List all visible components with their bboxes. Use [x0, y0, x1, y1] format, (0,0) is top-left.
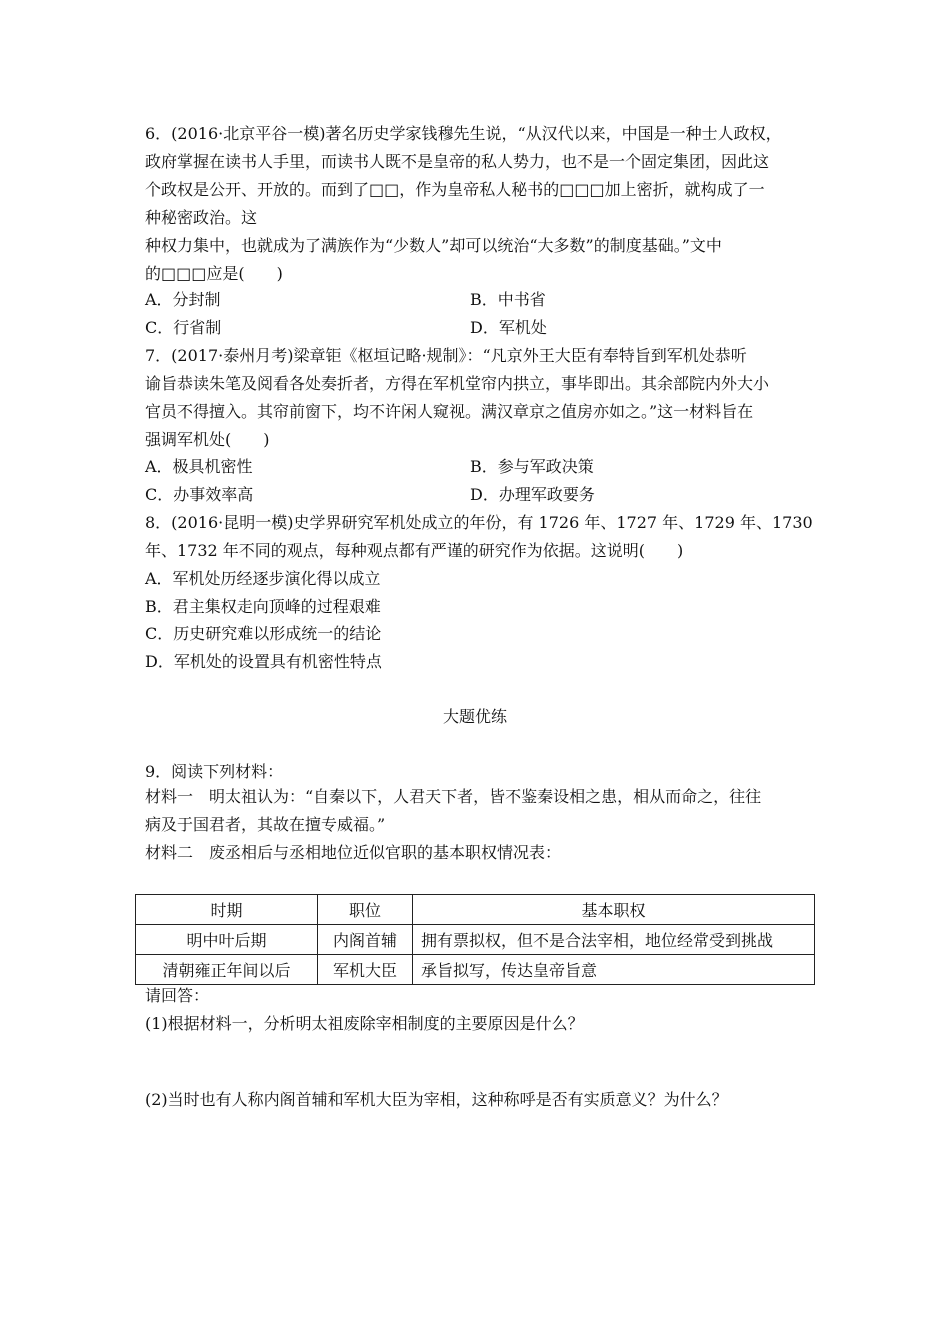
- table-header-period: 时期: [136, 895, 318, 925]
- section-title: 大题优练: [442, 707, 507, 726]
- q6-option-d: D．军机处: [470, 318, 547, 337]
- table-cell-position: 内阁首辅: [318, 925, 413, 955]
- table-cell-position: 军机大臣: [318, 955, 413, 985]
- q6-line-1: 6．(2016·北京平谷一模)著名历史学家钱穆先生说，“从汉代以来，中国是一种士人政权，: [145, 124, 782, 143]
- table-row: [136, 925, 815, 955]
- q9-prompt: 请回答：: [145, 986, 210, 1005]
- table-header-row: [136, 895, 815, 925]
- q8-option-c: C．历史研究难以形成统一的结论: [145, 624, 382, 643]
- q7-option-d: D．办理军政要务: [470, 485, 595, 504]
- q6-line-5: 种权力集中，也就成为了满族作为“少数人”却可以统治“大多数”的制度基础。”文中: [145, 236, 722, 255]
- q7-option-a: A．极具机密性: [145, 457, 253, 476]
- q9-subquestion-1: (1)根据材料一，分析明太祖废除宰相制度的主要原因是什么？: [145, 1014, 584, 1033]
- q8-line-1: 8．(2016·昆明一模)史学界研究军机处成立的年份，有 1726 年、1727 年、1729 年、1730: [145, 513, 813, 532]
- official-powers-table: [135, 894, 815, 985]
- q7-line-2: 谕旨恭读朱笔及阅看各处奏折者，方得在军机堂帘内拱立，事毕即出。其余部院内外大小: [145, 374, 770, 393]
- q9-intro: 9．阅读下列材料：: [145, 762, 284, 781]
- q9-material2: 材料二 废丞相后与丞相地位近似官职的基本职权情况表：: [145, 843, 562, 862]
- q7-line-3: 官员不得擅入。其帘前窗下，均不许闲人窥视。满汉章京之值房亦如之。”这一材料旨在: [145, 402, 754, 421]
- table-header-position: 职位: [318, 895, 413, 925]
- q9-material1-line-1: 材料一 明太祖认为：“自秦以下，人君天下者，皆不鉴秦设相之患，相从而命之，往往: [145, 787, 762, 806]
- q8-option-a: A．军机处历经逐步演化得以成立: [145, 569, 381, 588]
- q6-option-b: B．中书省: [470, 290, 546, 309]
- q7-line-1: 7．(2017·泰州月考)梁章钜《枢垣记略·规制》：“凡京外王大臣有奉特旨到军机处恭听: [145, 346, 747, 365]
- q6-option-c: C．行省制: [145, 318, 222, 337]
- q7-line-4: 强调军机处( ): [145, 430, 270, 449]
- q8-line-2: 年、1732 年不同的观点，每种观点都有严谨的研究作为依据。这说明( ): [145, 541, 684, 560]
- table-cell-powers: 承旨拟写，传达皇帝旨意: [413, 955, 815, 985]
- q6-line-3: 个政权是公开、开放的。而到了□□，作为皇帝私人秘书的□□□加上密折，就构成了一: [145, 180, 765, 199]
- table-header-powers: 基本职权: [413, 895, 815, 925]
- q6-option-a: A．分封制: [145, 290, 221, 309]
- q7-option-c: C．办事效率高: [145, 485, 254, 504]
- table-row: [136, 955, 815, 985]
- q6-line-2: 政府掌握在读书人手里，而读书人既不是皇帝的私人势力，也不是一个固定集团，因此这: [145, 152, 770, 171]
- q6-line-4: 种秘密政治。这: [145, 208, 258, 227]
- table-cell-powers: 拥有票拟权，但不是合法宰相，地位经常受到挑战: [413, 925, 815, 955]
- q8-option-d: D．军机处的设置具有机密性特点: [145, 652, 382, 671]
- q8-option-b: B．君主集权走向顶峰的过程艰难: [145, 597, 381, 616]
- q9-material1-line-2: 病及于国君者，其故在擅专威福。”: [145, 815, 386, 834]
- table-cell-period: 明中叶后期: [136, 925, 318, 955]
- q6-line-6: 的□□□应是( ): [145, 264, 283, 283]
- q9-subquestion-2: (2)当时也有人称内阁首辅和军机大臣为宰相，这种称呼是否有实质意义？为什么？: [145, 1090, 728, 1109]
- q7-option-b: B．参与军政决策: [470, 457, 594, 476]
- table-cell-period: 清朝雍正年间以后: [136, 955, 318, 985]
